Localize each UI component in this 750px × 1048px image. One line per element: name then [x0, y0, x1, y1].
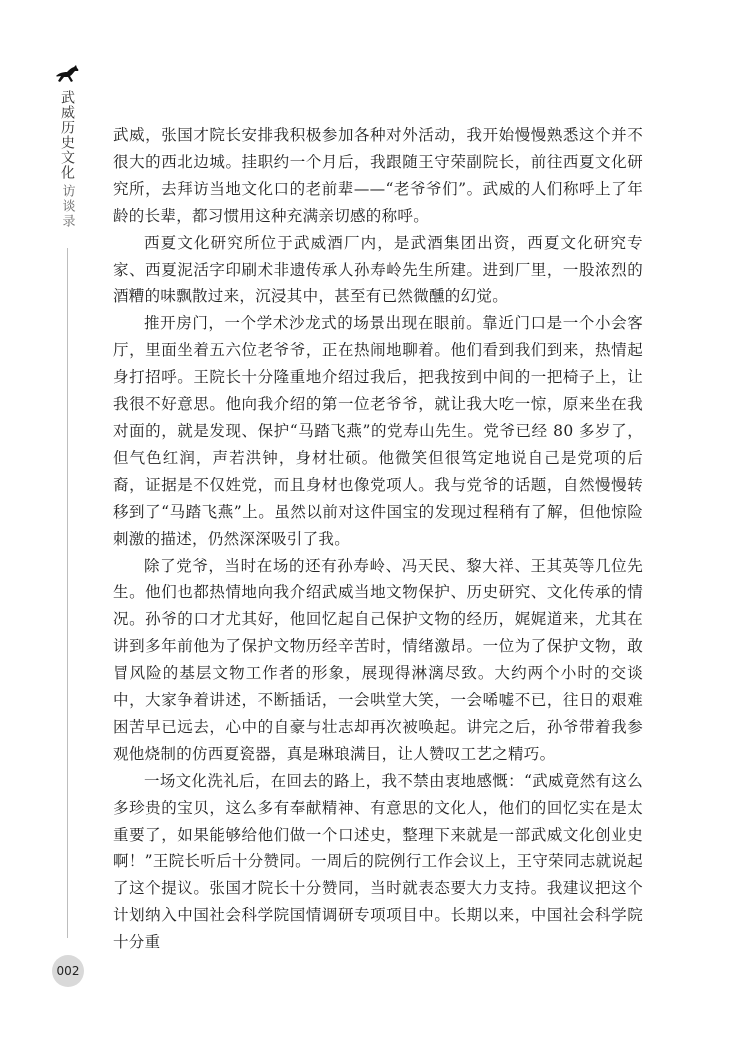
- paragraph: 武威，张国才院长安排我积极参加各种对外活动，我开始慢慢熟悉这个并不很大的西北边城。挂职约一个月后，我跟随王守荣副院长，前往西夏文化研究所，去拜访当地文化口的老前辈——“老爷爷们”。武威的人们称呼上了年龄的长辈，都习惯用这种充满亲切感的称呼。: [113, 126, 643, 225]
- paragraph: 推开房门，一个学术沙龙式的场景出现在眼前。靠近门口是一个小会客厅，里面坐着五六位老爷爷，正在热闹地聊着。他们看到我们到来，热情起身打招呼。王院长十分隆重地介绍过我后，把我按到中间的一把椅子上，让我很不好意思。他向我介绍的第一位老爷爷，就让我大吃一惊，原来坐在我对面的，就是发现、保护“马踏飞燕”的党寿山先生。党爷已经 80 多岁了，但气色红润，声若洪钟，身材壮硕。他微笑但很笃定地说自己是党项的后裔，证据是不仅姓党，而且身材也像党项人。我与党爷的话题，自然慢慢转移到了“马踏飞燕”上。虽然以前对这件国宝的发现过程稍有了解，但他惊险刺激的描述，仍然深深吸引了我。: [113, 314, 643, 548]
- body-text: [113, 122, 643, 956]
- galloping-horse-icon: [54, 62, 80, 86]
- paragraph: 除了党爷，当时在场的还有孙寿岭、冯天民、黎大祥、王其英等几位先生。他们也都热情地向我介绍武威当地文物保护、历史研究、文化传承的情况。孙爷的口才尤其好，他回忆起自己保护文物的经历，娓娓道来，尤其在讲到多年前他为了保护文物历经辛苦时，情绪激昂。一位为了保护文物，敢冒风险的基层文物工作者的形象，展现得淋漓尽致。大约两个小时的交谈中，大家争着讲述，不断插话，一会哄堂大笑，一会唏嘘不已，往日的艰难困苦早已远去，心中的自豪与壮志却再次被唤起。讲完之后，孙爷带着我参观他烧制的仿西夏瓷器，真是琳琅满目，让人赞叹工艺之精巧。: [113, 556, 643, 763]
- book-title: 武威历史文化: [59, 90, 75, 180]
- page-number: 002: [52, 955, 84, 987]
- paragraph: 西夏文化研究所位于武威酒厂内，是武酒集团出资，西夏文化研究专家、西夏泥活字印刷术非遗传承人孙寿岭先生所建。进到厂里，一股浓烈的酒糟的味飘散过来，沉浸其中，甚至有已然微醺的幻觉。: [113, 233, 643, 306]
- sidebar-divider: [67, 248, 68, 938]
- paragraph: 一场文化洗礼后，在回去的路上，我不禁由衷地感慨：“武威竟然有这么多珍贵的宝贝，这么多有奉献精神、有意思的文化人，他们的回忆实在是太重要了，如果能够给他们做一个口述史，整理下来就是一部武威文化创业史啊！”王院长听后十分赞同。一周后的院例行工作会议上，王守荣同志就说起了这个提议。张国才院长十分赞同，当时就表态要大力支持。我建议把这个计划纳入中国社会科学院国情调研专项项目中。长期以来，中国社会科学院十分重: [113, 771, 643, 952]
- sidebar: [52, 62, 82, 229]
- book-subtitle: 访谈录: [59, 184, 75, 229]
